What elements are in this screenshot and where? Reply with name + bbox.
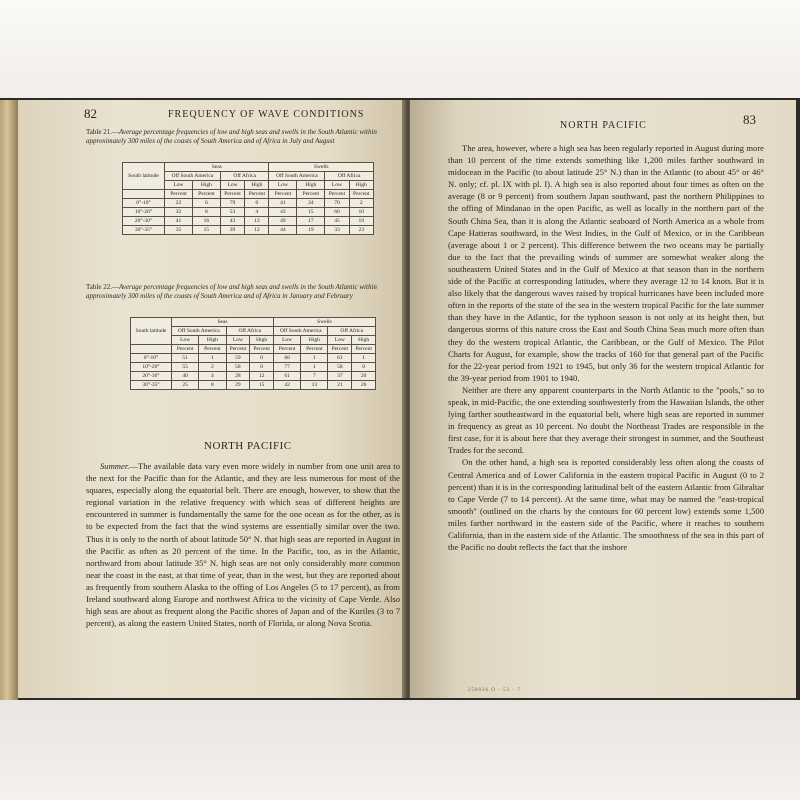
table-unit-row bbox=[123, 190, 374, 199]
table21-sub: Off South America bbox=[165, 172, 221, 181]
table-latitude-cell: 20°-30° bbox=[123, 217, 165, 226]
table-unit-cell: Percent bbox=[250, 345, 274, 354]
background-top bbox=[0, 0, 800, 100]
table-unit-cell: Percent bbox=[301, 345, 328, 354]
table21-low: Low bbox=[220, 181, 244, 190]
table22-group-seas: Seas bbox=[172, 318, 274, 327]
table-unit-cell: Percent bbox=[297, 190, 325, 199]
right-running-head: NORTH PACIFIC bbox=[560, 120, 647, 131]
table21-low: Low bbox=[165, 181, 193, 190]
page-edges bbox=[0, 100, 18, 700]
table-value-cell: 40 bbox=[172, 372, 199, 381]
table-unit-cell: Percent bbox=[226, 345, 250, 354]
table-latitude-cell: 10°-20° bbox=[123, 208, 165, 217]
table-row bbox=[123, 226, 374, 235]
table22-low: Low bbox=[274, 336, 301, 345]
table-value-cell: 8 bbox=[199, 381, 226, 390]
table22-sub: Off Africa bbox=[328, 327, 376, 336]
table22-low: Low bbox=[172, 336, 199, 345]
table-value-cell: 60 bbox=[325, 208, 349, 217]
table22-caption bbox=[86, 283, 398, 301]
table-value-cell: 25 bbox=[172, 381, 199, 390]
table21-low: Low bbox=[269, 181, 297, 190]
background-bottom bbox=[0, 700, 800, 800]
table-latitude-cell: 30°-35° bbox=[123, 226, 165, 235]
table-value-cell: 19 bbox=[349, 217, 373, 226]
table22-low: Low bbox=[328, 336, 352, 345]
table22-body bbox=[131, 345, 376, 390]
table-value-cell: 77 bbox=[274, 363, 301, 372]
table-value-cell: 16 bbox=[192, 217, 220, 226]
table-value-cell: 28 bbox=[226, 372, 250, 381]
table-value-cell: 79 bbox=[220, 199, 244, 208]
right-paragraph-2: Neither are there any apparent counterparts in the North Atlantic to the "pools," so to speak, in mid-Pacific, the one extending southwesterly from the Hawaiian Islands, the other lying farther southeastward in the equatorial belt, where high seas are reported in summer in frequency as great as 10 percent. No doubt the Northeast Trades are responsible in the first case, for it is about here that they average their strongest in summer, and the Southeast Trades for the second. bbox=[448, 384, 764, 456]
table-value-cell: 43 bbox=[269, 208, 297, 217]
table-value-cell: 58 bbox=[328, 363, 352, 372]
table22-high: High bbox=[199, 336, 226, 345]
table-unit-cell: Percent bbox=[274, 345, 301, 354]
table21-caption-text: Average percentage frequencies of low and high seas and swells in the South Atlantic within approximately 300 miles of the coasts of South America and of Africa in July and August bbox=[86, 128, 377, 145]
table-latitude-cell: 30°-35° bbox=[131, 381, 172, 390]
table21-caption bbox=[86, 128, 398, 146]
table22 bbox=[130, 317, 376, 390]
table21-high: High bbox=[297, 181, 325, 190]
table-value-cell: 53 bbox=[220, 208, 244, 217]
table-value-cell: 61 bbox=[274, 372, 301, 381]
table-row bbox=[131, 363, 376, 372]
table-latitude-cell: 10°-20° bbox=[131, 363, 172, 372]
table22-group-swells: Swells bbox=[274, 318, 376, 327]
table21-sub: Off Africa bbox=[220, 172, 269, 181]
table-value-cell: 45 bbox=[325, 217, 349, 226]
table21-body bbox=[123, 190, 374, 235]
table-row bbox=[123, 217, 374, 226]
table-value-cell: 61 bbox=[328, 354, 352, 363]
table-value-cell: 39 bbox=[220, 226, 244, 235]
table-value-cell: 55 bbox=[172, 363, 199, 372]
right-page-number: 83 bbox=[743, 112, 756, 127]
table-value-cell: 1 bbox=[199, 354, 226, 363]
table21-sub: Off Africa bbox=[325, 172, 374, 181]
table-value-cell: 0 bbox=[250, 363, 274, 372]
table-value-cell: 12 bbox=[250, 372, 274, 381]
table-value-cell: 0 bbox=[245, 199, 269, 208]
table-value-cell: 37 bbox=[328, 372, 352, 381]
table-value-cell: 4 bbox=[245, 208, 269, 217]
table-value-cell: 19 bbox=[297, 226, 325, 235]
table-value-cell: 1 bbox=[301, 354, 328, 363]
printer-mark: 258036 O - 53 - 7 bbox=[468, 688, 521, 693]
table-value-cell: 43 bbox=[220, 217, 244, 226]
table-unit-cell: Percent bbox=[165, 190, 193, 199]
table-value-cell: 41 bbox=[165, 217, 193, 226]
right-paragraph-1: The area, however, where a high sea has been regularly reported in August during more than 10 percent of the time extends something like 1,200 miles farther southward in midocean in the Pacific (to about latitude 25° N.) than in the Atlantic (to about 45° or 46° N. only; cf. pl. IX with pl. I). A high sea is also reported about four times as often on the average (8 or 9 percent) from southern Japan southward, past the northern Philippines to the offing of Mindanao in the open Pacific, as well as locally in the northern part of the South China Sea, than it is along the Atlantic seaboard of North America as a whole from Cape Hatteras southward, in the West Indies, in the Gulf of Mexico, or in the Caribbean (average about 1 or 2 percent). This difference between the two oceans may be partially due to the fact that the prevailing winds of summer are somewhat weaker along the southeastern United States and in the Gulf of Mexico at that season than in the northern side of the Pacific at corresponding latitudes, where they average 12 to 14 knots. But it is also likely that the dangerous waves raised by tropical hurricanes have been included more often in the reports of the state of the sea in the western tropical Pacific for the late summer than they have in the Atlantic, for the typhoon season is not only at its height then, but dangerous storms of this nature cross the East and South China Seas much more often than they do the western tropical Atlantic, the Caribbean, or the Gulf of Mexico. The Pilot Charts for August, for example, show the tracks of 160 for that general part of the Pacific for the 22-year period from 1921 to 1945, but only 36 for the western tropical Atlantic for the 39-year period from 1901 to 1940. bbox=[448, 143, 764, 383]
summer-text: —The available data vary even more widely in number from one unit area to the next for the Pacific than for the Atlantic, and they are less numerous for most of the squares, especially along the equatorial belt. There are enough, however, to show that the regional variation in the relative frequency with which seas of different heights are encountered in summer is fundamentally the same for the one ocean as for the other, as is to be expected from the fact that the wind systems are essentially similar over the two. Thus it is only to the north of about latitude 50° N. that high seas are reported in August in the Pacific as often as 20 percent of the time. In the Pacific, too, as in the Atlantic, northward from about latitude 35° N. high seas are not only considerably more common near the coast in the east, at that time of year, than in the west, but they are reported about as frequently from southern Alaska to the offing of Los Angeles (5 to 17 percent), as from Ireland southward along Europe and northwest Africa to the vicinity of Cape Verde. Also high seas are about as frequent along the Pacific shores of Japan and of the Kuriles (3 to 7 percent), as along the eastern United States, north of Florida, or along Nova Scotia. bbox=[86, 461, 400, 629]
table-unit-cell: Percent bbox=[192, 190, 220, 199]
table-value-cell: 13 bbox=[301, 381, 328, 390]
table21-high: High bbox=[245, 181, 269, 190]
table-value-cell: 10 bbox=[349, 208, 373, 217]
right-paragraph-3: On the other hand, a high sea is reported considerably less often along the coasts of Central America and of Lower California in the eastern tropical Pacific in August (0 to 2 percent) than it is in the corresponding latitudinal belt of the eastern Atlantic from Gibraltar to Cape Verde (7 to 14 percent). At the same time, what may be named the "east-tropical smooth" (outlined on the charts by the contours for 60 percent low) extends some 1,500 miles farther northward in the eastern side of the Pacific, where it reaches to southern California, than in the eastern side of the Atlantic. The smoothness of the sea in this part of the Pacific no doubt reflects the fact that the inshore bbox=[448, 457, 764, 553]
table-row bbox=[123, 199, 374, 208]
left-page-number: 82 bbox=[84, 106, 97, 121]
table-value-cell: 2 bbox=[349, 199, 373, 208]
table22-high: High bbox=[352, 336, 376, 345]
table21-sub: Off South America bbox=[269, 172, 325, 181]
table-value-cell: 23 bbox=[349, 226, 373, 235]
table-value-cell: 58 bbox=[226, 363, 250, 372]
table-value-cell: 13 bbox=[245, 217, 269, 226]
table-value-cell: 21 bbox=[328, 381, 352, 390]
table22-caption-text: Average percentage frequencies of low and high seas and swells in the South Atlantic within approximately 300 miles of the coasts of South America and of Africa in January and February bbox=[86, 283, 377, 300]
table-value-cell: 66 bbox=[274, 354, 301, 363]
table22-high: High bbox=[250, 336, 274, 345]
table22-high: High bbox=[301, 336, 328, 345]
table-value-cell: 26 bbox=[352, 381, 376, 390]
table-value-cell: 1 bbox=[301, 363, 328, 372]
table-value-cell: 24 bbox=[297, 199, 325, 208]
right-body bbox=[448, 142, 764, 553]
table-value-cell: 17 bbox=[297, 217, 325, 226]
table-value-cell: 0 bbox=[250, 354, 274, 363]
table-value-cell: 15 bbox=[297, 208, 325, 217]
table22-low: Low bbox=[226, 336, 250, 345]
table-value-cell: 15 bbox=[192, 226, 220, 235]
table-row bbox=[123, 208, 374, 217]
table-value-cell: 4 bbox=[199, 372, 226, 381]
table-cell bbox=[131, 345, 172, 354]
table-unit-row bbox=[131, 345, 376, 354]
summer-paragraph bbox=[86, 460, 400, 629]
table-row bbox=[131, 381, 376, 390]
table-cell bbox=[123, 190, 165, 199]
table21-group-seas: Seas bbox=[165, 163, 269, 172]
table-unit-cell: Percent bbox=[349, 190, 373, 199]
table-value-cell: 22 bbox=[165, 199, 193, 208]
table-unit-cell: Percent bbox=[199, 345, 226, 354]
table-value-cell: 29 bbox=[226, 381, 250, 390]
table-latitude-cell: 20°-30° bbox=[131, 372, 172, 381]
table-unit-cell: Percent bbox=[245, 190, 269, 199]
table-value-cell: 42 bbox=[274, 381, 301, 390]
table22-sub: Off Africa bbox=[226, 327, 273, 336]
table-row bbox=[131, 372, 376, 381]
table-unit-cell: Percent bbox=[328, 345, 352, 354]
section-title: NORTH PACIFIC bbox=[204, 440, 292, 452]
table-value-cell: 59 bbox=[226, 354, 250, 363]
table-value-cell: 15 bbox=[250, 381, 274, 390]
table21-group-swells: Swells bbox=[269, 163, 374, 172]
table22-sub: Off South America bbox=[274, 327, 328, 336]
table21 bbox=[122, 162, 374, 235]
table-value-cell: 6 bbox=[192, 199, 220, 208]
summer-label: Summer. bbox=[100, 461, 130, 471]
table-value-cell: 1 bbox=[352, 354, 376, 363]
table-value-cell: 70 bbox=[325, 199, 349, 208]
right-page bbox=[410, 100, 796, 698]
table-value-cell: 7 bbox=[301, 372, 328, 381]
table-unit-cell: Percent bbox=[352, 345, 376, 354]
table-value-cell: 12 bbox=[245, 226, 269, 235]
table-unit-cell: Percent bbox=[325, 190, 349, 199]
table21-corner: South latitude bbox=[123, 163, 165, 190]
table-value-cell: 33 bbox=[325, 226, 349, 235]
table21-high: High bbox=[349, 181, 373, 190]
table-value-cell: 44 bbox=[269, 226, 297, 235]
table-value-cell: 49 bbox=[269, 217, 297, 226]
table22-sub: Off South America bbox=[172, 327, 226, 336]
table-latitude-cell: 0°-10° bbox=[131, 354, 172, 363]
table22-caption-lead: Table 22.— bbox=[86, 283, 119, 291]
table-unit-cell: Percent bbox=[269, 190, 297, 199]
table-latitude-cell: 0°-10° bbox=[123, 199, 165, 208]
table-value-cell: 2 bbox=[199, 363, 226, 372]
table-value-cell: 41 bbox=[269, 199, 297, 208]
table-value-cell: 35 bbox=[165, 226, 193, 235]
table21-low: Low bbox=[325, 181, 349, 190]
table22-corner: South latitude bbox=[131, 318, 172, 345]
table21-caption-lead: Table 21.— bbox=[86, 128, 119, 136]
table21-high: High bbox=[192, 181, 220, 190]
table-value-cell: 51 bbox=[172, 354, 199, 363]
table-row bbox=[131, 354, 376, 363]
table-unit-cell: Percent bbox=[220, 190, 244, 199]
table-value-cell: 8 bbox=[192, 208, 220, 217]
table-unit-cell: Percent bbox=[172, 345, 199, 354]
left-page bbox=[18, 100, 406, 698]
table-value-cell: 0 bbox=[352, 363, 376, 372]
left-running-head: FREQUENCY OF WAVE CONDITIONS bbox=[168, 109, 365, 120]
table-value-cell: 32 bbox=[165, 208, 193, 217]
table-value-cell: 20 bbox=[352, 372, 376, 381]
